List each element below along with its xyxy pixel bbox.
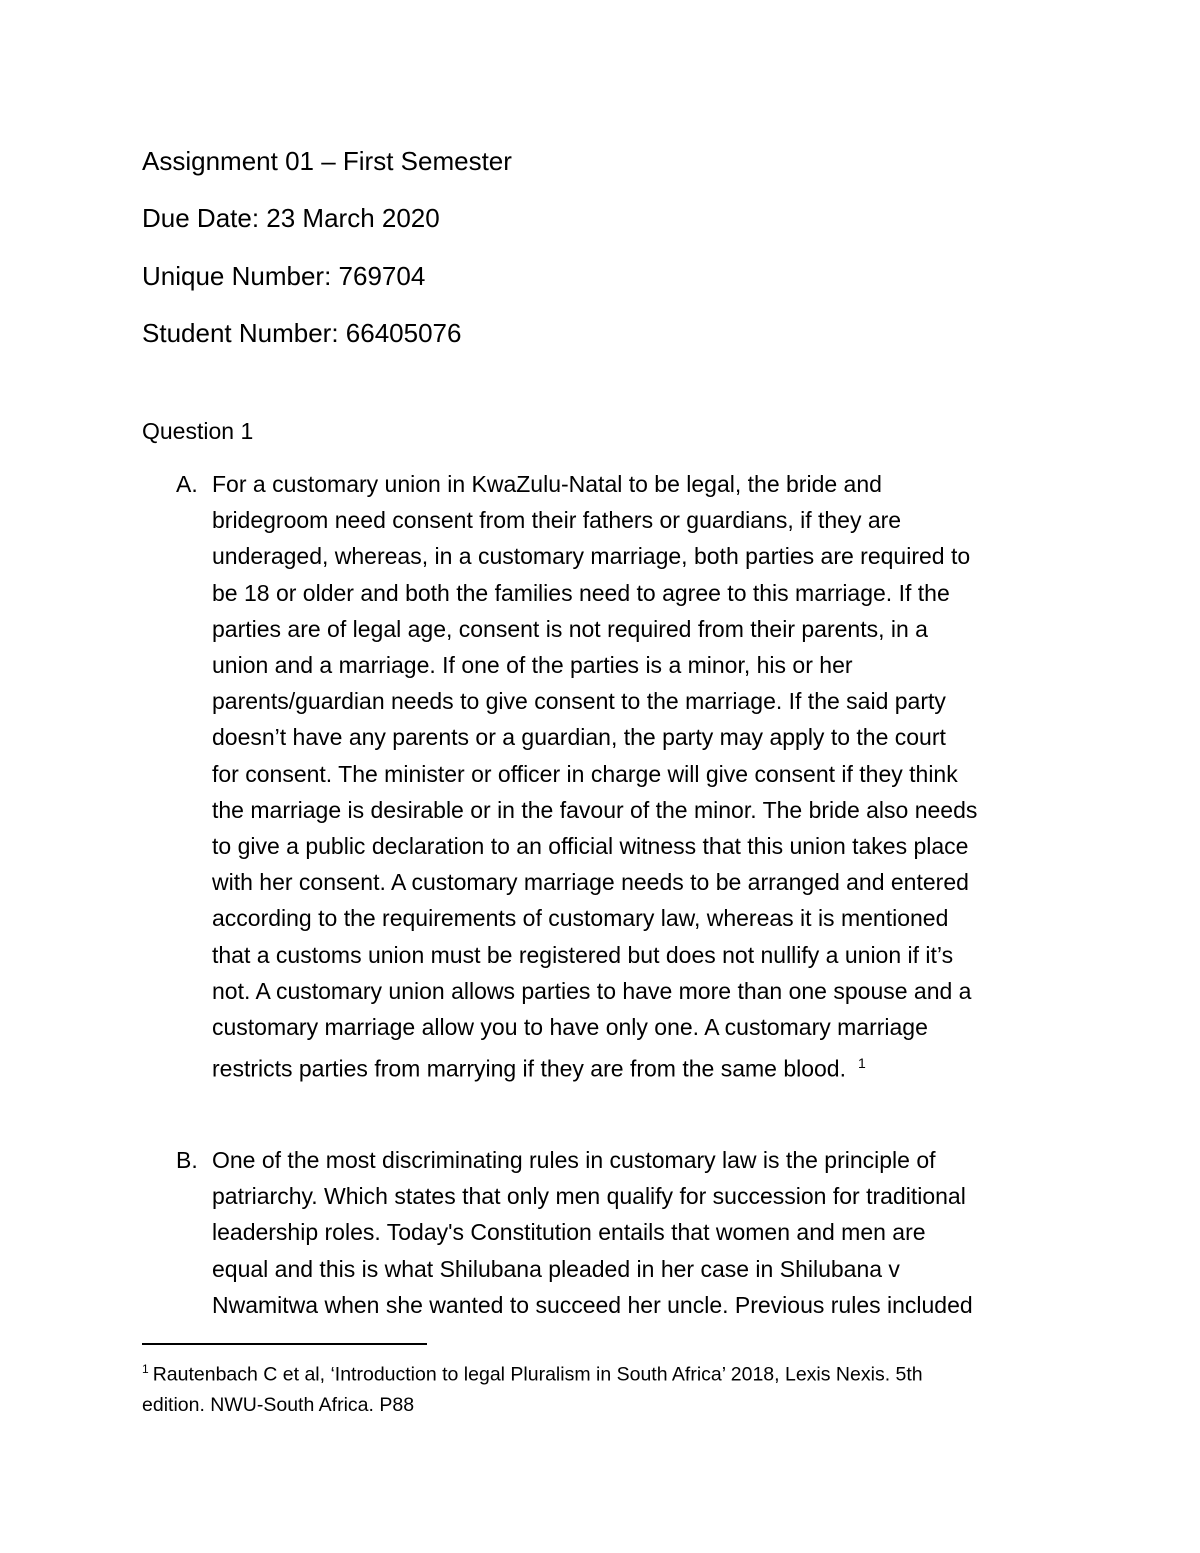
text-line: according to the requirements of customary law, whereas it is mentioned [212,905,949,932]
text-line: customary marriage allow you to have only one. A customary marriage [212,1014,928,1041]
student-number: Student Number: 66405076 [142,318,462,348]
footnote-text: Rautenbach C et al, ‘Introduction to legal Pluralism in South Africa’ 2018, Lexis Nexis. 5th [152,1363,923,1386]
unique-number: Unique Number: 769704 [142,261,426,291]
text-line: to give a public declaration to an official witness that this union takes place [212,833,969,860]
text-line: patriarchy. Which states that only men qualify for succession for traditional [212,1183,966,1210]
text-line: restricts parties from marrying if they are from the same blood. [212,1055,846,1082]
question-item-a [142,466,1062,1087]
item-text [212,466,1062,1087]
text-line: union and a marriage. If one of the parties is a minor, his or her [212,652,853,679]
question-heading: Question 1 [142,418,254,444]
footnote-reference[interactable]: 1 [858,1055,866,1072]
text-line: bridegroom need consent from their fathers or guardians, if they are [212,507,902,534]
text-line: for consent. The minister or officer in charge will give consent if they think [212,760,958,787]
text-line: equal and this is what Shilubana pleaded in her case in Shilubana v [212,1255,900,1282]
text-line: that a customs union must be registered but does not nullify a union if it’s [212,941,954,968]
due-date: Due Date: 23 March 2020 [142,203,440,233]
text-line: parties are of legal age, consent is not required from their parents, in a [212,615,928,642]
footnote-line [142,1354,1062,1390]
text-line: parents/guardian needs to give consent to the marriage. If the said party [212,688,946,715]
question-item-b [142,1142,1062,1323]
text-line: For a customary union in KwaZulu-Natal to be legal, the bride and [212,471,882,497]
text-line: doesn’t have any parents or a guardian, the party may apply to the court [212,724,946,751]
item-marker: A. [176,471,198,497]
footnote-divider [142,1343,427,1345]
text-line: with her consent. A customary marriage needs to be arranged and entered [212,869,969,896]
assignment-title: Assignment 01 – First Semester [142,146,512,176]
footnote-line: edition. NWU-South Africa. P88 [142,1393,415,1416]
text-line: underaged, whereas, in a customary marriage, both parties are required to [212,543,971,570]
text-line: One of the most discriminating rules in customary law is the principle of [212,1147,936,1173]
footnote-marker: 1 [142,1362,149,1376]
text-line: leadership roles. Today's Constitution entails that women and men are [212,1219,926,1246]
text-line: the marriage is desirable or in the favour of the minor. The bride also needs [212,796,978,823]
text-line: not. A customary union allows parties to have more than one spouse and a [212,977,972,1004]
item-marker: B. [176,1147,198,1173]
item-text [212,1142,1062,1323]
text-line: be 18 or older and both the families need to agree to this marriage. If the [212,579,950,606]
text-line-last [212,1045,1062,1087]
text-line: Nwamitwa when she wanted to succeed her uncle. Previous rules included [212,1291,973,1318]
footnote [142,1354,1062,1420]
